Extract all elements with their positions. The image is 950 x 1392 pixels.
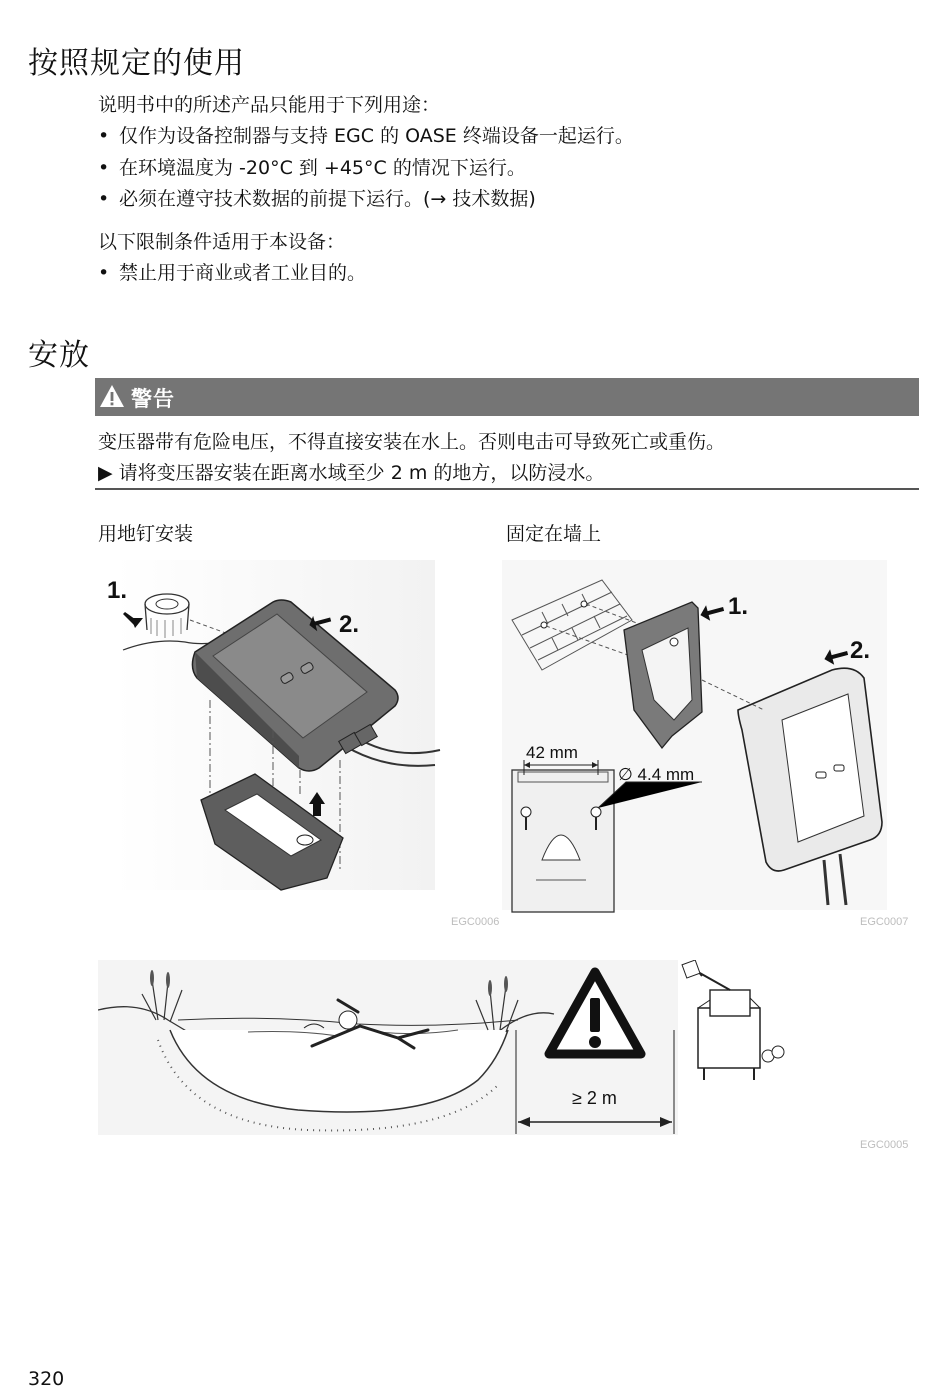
warning-label: 警告 <box>131 387 175 411</box>
list-item: • 仅作为设备控制器与支持 EGC 的 OASE 终端设备一起运行。 <box>98 125 634 147</box>
intended-use-intro: 说明书中的所述产品只能用于下列用途： <box>98 94 441 116</box>
step-1-label: 1. <box>107 577 128 604</box>
dimension-hole: ∅ 4.4 mm <box>618 765 695 784</box>
list-item-text: 必须在遵守技术数据的前提下运行。(→ 技术数据) <box>119 188 536 210</box>
wall-mount-illustration <box>502 560 892 915</box>
divider <box>95 488 919 490</box>
ground-spike-illustration <box>95 560 455 905</box>
page-number: 320 <box>28 1368 65 1390</box>
warning-action: ▶ 请将变压器安装在距离水域至少 2 m 的地方，以防浸水。 <box>98 462 605 484</box>
figure-caption-wall-mount: 固定在墙上 <box>506 523 602 545</box>
transformer-icon <box>682 960 784 1080</box>
dimension-width: 42 mm <box>526 743 578 762</box>
step-2-label: 2. <box>339 611 360 638</box>
figure-code: EGC0006 <box>451 916 500 928</box>
figure-code: EGC0007 <box>860 916 909 928</box>
list-item-text: 仅作为设备控制器与支持 EGC 的 OASE 终端设备一起运行。 <box>119 125 634 147</box>
pond-distance-illustration <box>98 960 798 1140</box>
warning-triangle-icon <box>99 383 125 409</box>
restriction-intro: 以下限制条件适用于本设备： <box>98 231 346 253</box>
distance-label: ≥ 2 m <box>572 1088 617 1108</box>
list-item: • 禁止用于商业或者工业目的。 <box>98 262 367 284</box>
section-title-intended-use: 按照规定的使用 <box>28 46 245 81</box>
warning-text: 变压器带有危险电压，不得直接安装在水上。否则电击可导致死亡或重伤。 <box>98 431 726 453</box>
list-item: • 在环境温度为 -20°C 到 +45°C 的情况下运行。 <box>98 157 526 179</box>
figure-code: EGC0005 <box>860 1139 909 1151</box>
section-title-placement: 安放 <box>28 338 90 373</box>
list-item-text: 禁止用于商业或者工业目的。 <box>119 262 367 284</box>
list-item-text: 在环境温度为 -20°C 到 +45°C 的情况下运行。 <box>119 157 526 179</box>
figure-caption-ground-spike: 用地钉安装 <box>98 523 194 545</box>
warning-header <box>95 378 919 416</box>
list-item: • 必须在遵守技术数据的前提下运行。(→ 技术数据) <box>98 188 536 210</box>
step-1-label: 1. <box>728 593 749 620</box>
step-2-label: 2. <box>850 637 871 664</box>
